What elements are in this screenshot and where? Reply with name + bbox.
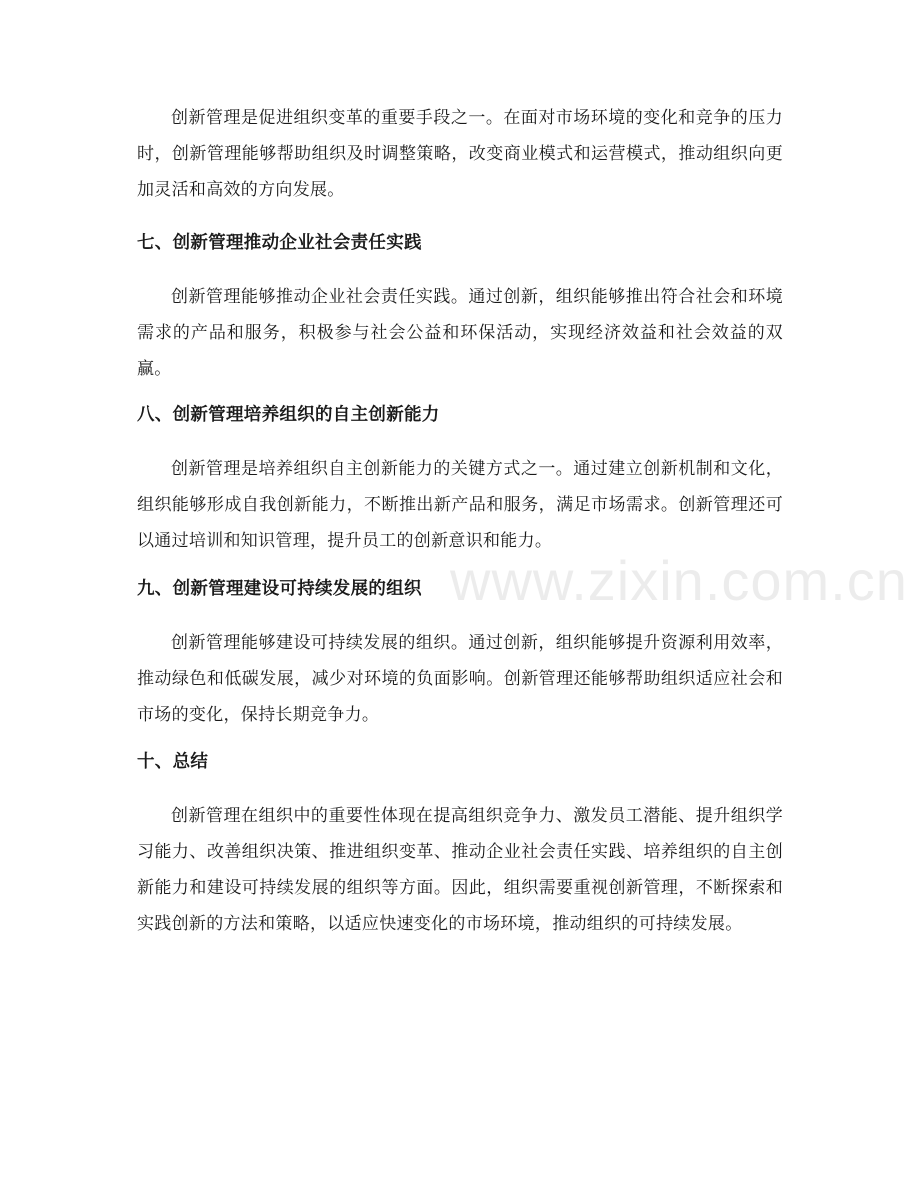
section-heading-8: 八、创新管理培养组织的自主创新能力 <box>137 405 440 425</box>
section-heading-9: 九、创新管理建设可持续发展的组织 <box>137 579 422 599</box>
section-paragraph-10: 创新管理在组织中的重要性体现在提高组织竞争力、激发员工潜能、提升组织学习能力、改善组织决策、推进组织变革、推动企业社会责任实践、培养组织的自主创新能力和建设可持续发展的组织等方面。因此，组织需要重视创新管理，不断探索和实践创新的方法和策略，以适应快速变化的市场环境，推动组织的可持续发展。 <box>137 806 783 934</box>
section-paragraph-9: 创新管理能够建设可持续发展的组织。通过创新，组织能够提升资源利用效率，推动绿色和低碳发展，减少对环境的负面影响。创新管理还能够帮助组织适应社会和市场的变化，保持长期竞争力。 <box>137 633 783 725</box>
section-paragraph-8: 创新管理是培养组织自主创新能力的关键方式之一。通过建立创新机制和文化，组织能够形成自我创新能力，不断推出新产品和服务，满足市场需求。创新管理还可以通过培训和知识管理，提升员工的创新意识和能力。 <box>137 459 783 551</box>
section-heading-7: 七、创新管理推动企业社会责任实践 <box>137 233 422 253</box>
watermark-text: www.zixin.com.cn <box>450 549 908 612</box>
section-heading-10: 十、总结 <box>137 752 209 772</box>
section-paragraph-7: 创新管理能够推动企业社会责任实践。通过创新，组织能够推出符合社会和环境需求的产品和服务，积极参与社会公益和环保活动，实现经济效益和社会效益的双赢。 <box>137 287 783 379</box>
intro-paragraph: 创新管理是促进组织变革的重要手段之一。在面对市场环境的变化和竞争的压力时，创新管理能够帮助组织及时调整策略，改变商业模式和运营模式，推动组织向更加灵活和高效的方向发展。 <box>137 108 783 200</box>
